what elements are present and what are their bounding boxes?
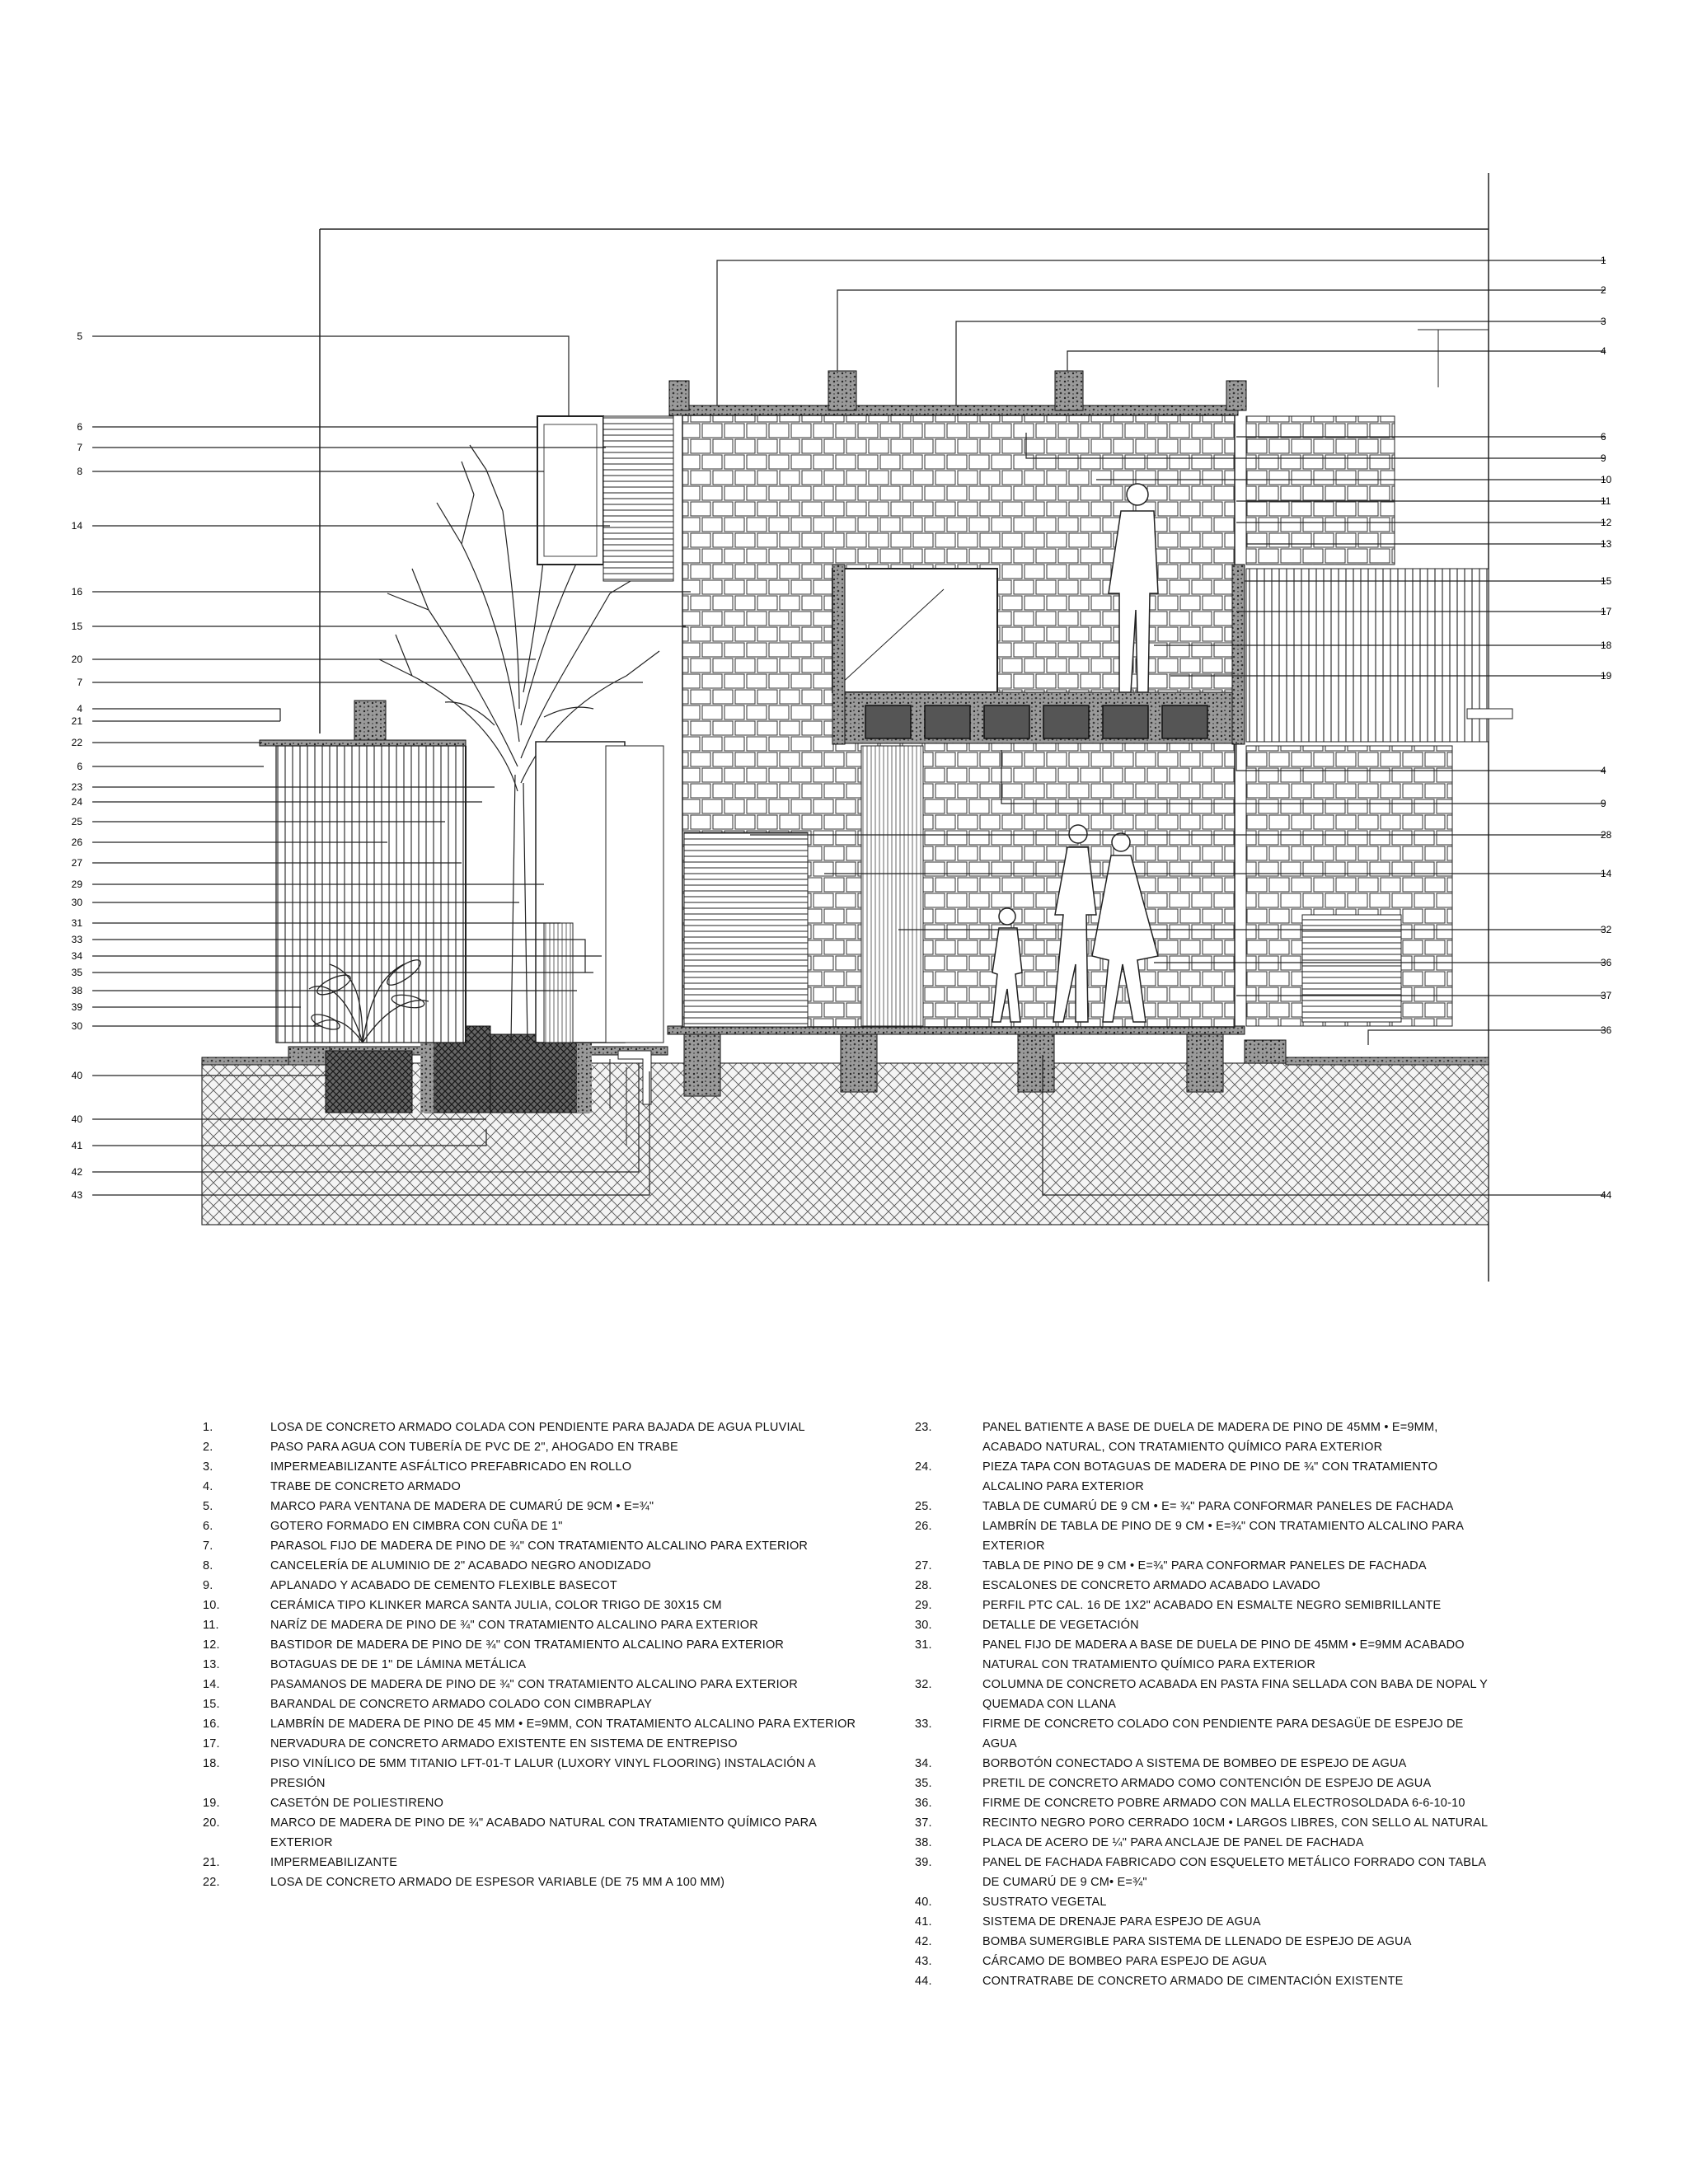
- callout-number: 17: [1601, 606, 1612, 617]
- callout-number: 33: [71, 934, 82, 945]
- callout-number: 9: [1601, 452, 1606, 464]
- legend-item-text: PANEL DE FACHADA FABRICADO CON ESQUELETO METÁLICO FORRADO CON TABLA DE CUMARÚ DE 9 CM• E=¾": [982, 1856, 1486, 1889]
- callout-number: 23: [71, 781, 82, 793]
- callout-number: 12: [1601, 517, 1612, 528]
- legend-column-left: [203, 1418, 862, 1892]
- legend-item: [915, 1615, 1492, 1635]
- legend-item-number: 6.: [203, 1520, 213, 1533]
- legend-item-text: FIRME DE CONCRETO COLADO CON PENDIENTE PARA DESAGÜE DE ESPEJO DE AGUA: [982, 1718, 1464, 1750]
- legend-item-number: 28.: [915, 1579, 932, 1592]
- legend-item-text: PASO PARA AGUA CON TUBERÍA DE PVC DE 2", AHOGADO EN TRABE: [270, 1441, 678, 1454]
- legend-item-text: PIEZA TAPA CON BOTAGUAS DE MADERA DE PINO DE ¾" CON TRATAMIENTO ALCALINO PARA EXTERIOR: [982, 1460, 1438, 1493]
- callout-number: 14: [71, 520, 82, 532]
- callout-number: 20: [71, 654, 82, 665]
- callout-number: 35: [71, 967, 82, 978]
- legend-item-text: IMPERMEABILIZANTE: [270, 1856, 398, 1869]
- legend-item-text: LOSA DE CONCRETO ARMADO COLADA CON PENDIENTE PARA BAJADA DE AGUA PLUVIAL: [270, 1421, 805, 1434]
- legend-column-right: [915, 1418, 1492, 1991]
- legend-item-number: 15.: [203, 1698, 220, 1711]
- legend-item-number: 43.: [915, 1955, 932, 1968]
- legend-item: [915, 1556, 1492, 1576]
- legend-item-number: 12.: [203, 1638, 220, 1652]
- legend-item-number: 41.: [915, 1915, 932, 1929]
- legend-item: [203, 1694, 862, 1714]
- legend-item: [915, 1754, 1492, 1774]
- callout-labels-left: [72, 330, 83, 1201]
- callout-number: 18: [1601, 640, 1612, 651]
- legend-item-number: 40.: [915, 1896, 932, 1909]
- legend-item: [203, 1437, 862, 1457]
- legend-item: [915, 1497, 1492, 1516]
- legend-item-number: 2.: [203, 1441, 213, 1454]
- legend-item-text: PRETIL DE CONCRETO ARMADO COMO CONTENCIÓN DE ESPEJO DE AGUA: [982, 1777, 1432, 1790]
- callout-number: 25: [71, 816, 82, 827]
- legend-item-text: PANEL FIJO DE MADERA A BASE DE DUELA DE PINO DE 45MM • E=9MM ACABADO NATURAL CON TRATAMIENTO QUÍMICO PARA EXTERIOR: [982, 1638, 1465, 1671]
- legend-item-number: 23.: [915, 1421, 932, 1434]
- legend-item-text: PANEL BATIENTE A BASE DE DUELA DE MADERA DE PINO DE 45MM • E=9MM, ACABADO NATURAL, CON TRATAMIENTO QUÍMICO PARA EXTERIOR: [982, 1421, 1438, 1454]
- legend-item-text: BOTAGUAS DE DE 1" DE LÁMINA METÁLICA: [270, 1658, 527, 1671]
- legend-item: [915, 1457, 1492, 1497]
- legend-item-text: CANCELERÍA DE ALUMINIO DE 2" ACABADO NEGRO ANODIZADO: [270, 1559, 651, 1572]
- legend-item-text: CONTRATRABE DE CONCRETO ARMADO DE CIMENTACIÓN EXISTENTE: [982, 1975, 1404, 1988]
- legend-item-number: 19.: [203, 1797, 220, 1810]
- legend-item-text: GOTERO FORMADO EN CIMBRA CON CUÑA DE 1": [270, 1520, 563, 1533]
- legend-item-number: 39.: [915, 1856, 932, 1869]
- legend-item: [203, 1754, 862, 1793]
- legend-item-text: BASTIDOR DE MADERA DE PINO DE ¾" CON TRATAMIENTO ALCALINO PARA EXTERIOR: [270, 1638, 785, 1652]
- callout-number: 28: [1601, 829, 1612, 841]
- legend-item: [203, 1734, 862, 1754]
- legend-item-number: 31.: [915, 1638, 932, 1652]
- callout-labels-right: [1601, 255, 1612, 1201]
- callout-number: 4: [1601, 765, 1606, 776]
- legend-item: [915, 1932, 1492, 1952]
- callout-number: 27: [71, 857, 82, 869]
- legend-item: [915, 1971, 1492, 1991]
- legend-item: [915, 1418, 1492, 1457]
- legend-item-number: 44.: [915, 1975, 932, 1988]
- callout-number: 37: [1601, 990, 1612, 1001]
- legend-item: [915, 1892, 1492, 1912]
- legend-item-number: 24.: [915, 1460, 932, 1474]
- legend-item: [203, 1477, 862, 1497]
- legend-item-text: CASETÓN DE POLIESTIRENO: [270, 1797, 444, 1810]
- legend-item-text: PASAMANOS DE MADERA DE PINO DE ¾" CON TRATAMIENTO ALCALINO PARA EXTERIOR: [270, 1678, 798, 1691]
- legend-item: [915, 1576, 1492, 1596]
- legend-item: [203, 1872, 862, 1892]
- legend-item-text: LAMBRÍN DE TABLA DE PINO DE 9 CM • E=¾" CON TRATAMIENTO ALCALINO PARA EXTERIOR: [982, 1520, 1464, 1553]
- callout-number: 38: [71, 985, 82, 996]
- legend-notes: [0, 1418, 1688, 2027]
- legend-item-text: PERFIL PTC CAL. 16 DE 1X2" ACABADO EN ESMALTE NEGRO SEMIBRILLANTE: [982, 1599, 1442, 1612]
- legend-item-text: NERVADURA DE CONCRETO ARMADO EXISTENTE EN SISTEMA DE ENTREPISO: [270, 1737, 738, 1750]
- callout-number: 42: [71, 1166, 82, 1178]
- callout-number: 4: [77, 703, 82, 715]
- legend-item-text: TRABE DE CONCRETO ARMADO: [270, 1480, 461, 1493]
- legend-item-text: PARASOL FIJO DE MADERA DE PINO DE ¾" CON TRATAMIENTO ALCALINO PARA EXTERIOR: [270, 1540, 809, 1553]
- legend-item-number: 4.: [203, 1480, 213, 1493]
- legend-item: [915, 1774, 1492, 1793]
- legend-item: [915, 1793, 1492, 1813]
- legend-item-text: CERÁMICA TIPO KLINKER MARCA SANTA JULIA, COLOR TRIGO DE 30X15 CM: [270, 1599, 722, 1612]
- legend-item-number: 3.: [203, 1460, 213, 1474]
- callout-number: 11: [1601, 495, 1611, 507]
- callout-number: 15: [1601, 575, 1612, 587]
- legend-item-number: 22.: [203, 1876, 220, 1889]
- legend-item: [915, 1813, 1492, 1833]
- legend-item: [915, 1714, 1492, 1754]
- legend-item-number: 32.: [915, 1678, 932, 1691]
- legend-item-number: 25.: [915, 1500, 932, 1513]
- legend-item-number: 36.: [915, 1797, 932, 1810]
- legend-item-number: 1.: [203, 1421, 213, 1434]
- callout-number: 3: [1601, 316, 1606, 327]
- callout-number: 36: [1601, 957, 1612, 968]
- legend-item-text: ESCALONES DE CONCRETO ARMADO ACABADO LAVADO: [982, 1579, 1320, 1592]
- legend-item-text: PLACA DE ACERO DE ¼" PARA ANCLAJE DE PANEL DE FACHADA: [982, 1836, 1364, 1849]
- callout-number: 5: [77, 330, 82, 342]
- legend-item-number: 14.: [203, 1678, 220, 1691]
- legend-item-number: 26.: [915, 1520, 932, 1533]
- legend-item: [203, 1497, 862, 1516]
- legend-item: [915, 1596, 1492, 1615]
- callout-number: 10: [1601, 474, 1612, 485]
- legend-item-text: APLANADO Y ACABADO DE CEMENTO FLEXIBLE BASECOT: [270, 1579, 617, 1592]
- legend-item-number: 9.: [203, 1579, 213, 1592]
- callout-number: 6: [1601, 431, 1606, 443]
- legend-item-number: 42.: [915, 1935, 932, 1948]
- left-pavilion: [260, 701, 466, 1043]
- legend-item-text: IMPERMEABILIZANTE ASFÁLTICO PREFABRICADO EN ROLLO: [270, 1460, 632, 1474]
- callout-number: 26: [71, 837, 82, 848]
- callout-number: 15: [71, 621, 82, 632]
- legend-item: [915, 1675, 1492, 1714]
- legend-item-number: 30.: [915, 1619, 932, 1632]
- callout-number: 29: [71, 879, 82, 890]
- legend-item: [203, 1576, 862, 1596]
- callout-number: 16: [71, 586, 82, 598]
- legend-item-text: FIRME DE CONCRETO POBRE ARMADO CON MALLA ELECTROSOLDADA 6-6-10-10: [982, 1797, 1465, 1810]
- legend-item-text: DETALLE DE VEGETACIÓN: [982, 1619, 1139, 1632]
- callout-number: 22: [71, 737, 82, 748]
- callout-number: 1: [1601, 255, 1606, 266]
- legend-item-text: LOSA DE CONCRETO ARMADO DE ESPESOR VARIABLE (DE 75 MM A 100 MM): [270, 1876, 725, 1889]
- legend-item-text: RECINTO NEGRO PORO CERRADO 10CM • LARGOS LIBRES, CON SELLO AL NATURAL: [982, 1816, 1489, 1830]
- callout-number: 19: [1601, 670, 1612, 682]
- legend-item-text: CÁRCAMO DE BOMBEO PARA ESPEJO DE AGUA: [982, 1955, 1267, 1968]
- legend-item: [915, 1912, 1492, 1932]
- legend-item-number: 37.: [915, 1816, 932, 1830]
- legend-item: [203, 1418, 862, 1437]
- legend-item: [203, 1536, 862, 1556]
- legend-item-number: 10.: [203, 1599, 220, 1612]
- callout-number: 6: [77, 421, 82, 433]
- legend-item: [203, 1615, 862, 1635]
- main-building: [669, 330, 1512, 1027]
- callout-number: 41: [71, 1140, 82, 1151]
- window-frame-parasol: [536, 416, 673, 1043]
- legend-item: [203, 1457, 862, 1477]
- legend-item-number: 16.: [203, 1718, 220, 1731]
- legend-item-text: SUSTRATO VEGETAL: [982, 1896, 1107, 1909]
- legend-item-number: 7.: [203, 1540, 213, 1553]
- legend-item-number: 5.: [203, 1500, 213, 1513]
- callout-number: 36: [1601, 1024, 1612, 1036]
- callout-number: 31: [71, 917, 82, 929]
- callout-number: 14: [1601, 868, 1612, 879]
- legend-item-text: MARCO PARA VENTANA DE MADERA DE CUMARÚ DE 9CM • E=¾": [270, 1500, 654, 1513]
- callout-number: 4: [1601, 345, 1606, 357]
- legend-item-number: 35.: [915, 1777, 932, 1790]
- legend-item-number: 20.: [203, 1816, 220, 1830]
- legend-item: [203, 1596, 862, 1615]
- legend-item: [915, 1635, 1492, 1675]
- callout-number: 39: [71, 1001, 82, 1013]
- legend-item: [203, 1635, 862, 1655]
- callout-number: 44: [1601, 1189, 1612, 1201]
- legend-item-text: BOMBA SUMERGIBLE PARA SISTEMA DE LLENADO DE ESPEJO DE AGUA: [982, 1935, 1412, 1948]
- legend-item-text: BORBOTÓN CONECTADO A SISTEMA DE BOMBEO DE ESPEJO DE AGUA: [982, 1757, 1407, 1770]
- callout-number: 2: [1601, 284, 1606, 296]
- legend-item: [203, 1675, 862, 1694]
- legend-item: [915, 1833, 1492, 1853]
- legend-item-number: 27.: [915, 1559, 932, 1572]
- callout-number: 32: [1601, 924, 1612, 935]
- legend-item: [203, 1714, 862, 1734]
- legend-item: [203, 1793, 862, 1813]
- callout-number: 13: [1601, 538, 1612, 550]
- legend-item-text: SISTEMA DE DRENAJE PARA ESPEJO DE AGUA: [982, 1915, 1261, 1929]
- legend-item-text: NARÍZ DE MADERA DE PINO DE ¾" CON TRATAMIENTO ALCALINO PARA EXTERIOR: [270, 1619, 758, 1632]
- callout-number: 43: [71, 1189, 82, 1201]
- callout-number: 21: [71, 715, 82, 727]
- legend-item-text: BARANDAL DE CONCRETO ARMADO COLADO CON CIMBRAPLAY: [270, 1698, 653, 1711]
- callout-number: 8: [77, 466, 82, 477]
- legend-item-number: 18.: [203, 1757, 220, 1770]
- callout-number: 9: [1601, 798, 1606, 809]
- legend-item: [915, 1952, 1492, 1971]
- legend-item-number: 8.: [203, 1559, 213, 1572]
- callout-number: 6: [77, 761, 82, 772]
- legend-item-number: 17.: [203, 1737, 220, 1750]
- legend-item: [203, 1813, 862, 1853]
- legend-item-text: LAMBRÍN DE MADERA DE PINO DE 45 MM • E=9MM, CON TRATAMIENTO ALCALINO PARA EXTERIOR: [270, 1718, 856, 1731]
- callout-number: 7: [77, 677, 82, 688]
- callout-number: 30: [71, 897, 82, 908]
- legend-item-number: 34.: [915, 1757, 932, 1770]
- callout-number: 40: [71, 1113, 82, 1125]
- legend-item-text: MARCO DE MADERA DE PINO DE ¾" ACABADO NATURAL CON TRATAMIENTO QUÍMICO PARA EXTERIOR: [270, 1816, 817, 1849]
- legend-item-number: 11.: [203, 1619, 219, 1632]
- legend-item: [915, 1516, 1492, 1556]
- legend-item-number: 38.: [915, 1836, 932, 1849]
- legend-item-number: 21.: [203, 1856, 220, 1869]
- callout-number: 30: [71, 1020, 82, 1032]
- legend-item-text: PISO VINÍLICO DE 5MM TITANIO LFT-01-T LALUR (LUXORY VINYL FLOORING) INSTALACIÓN A PRESIÓN: [270, 1757, 816, 1790]
- legend-item-number: 33.: [915, 1718, 932, 1731]
- callout-number: 40: [71, 1070, 82, 1081]
- legend-item: [203, 1516, 862, 1536]
- legend-item-number: 13.: [203, 1658, 220, 1671]
- legend-item: [203, 1853, 862, 1872]
- legend-item-text: TABLA DE PINO DE 9 CM • E=¾" PARA CONFORMAR PANELES DE FACHADA: [982, 1559, 1427, 1572]
- legend-item-text: TABLA DE CUMARÚ DE 9 CM • E= ¾" PARA CONFORMAR PANELES DE FACHADA: [982, 1500, 1454, 1513]
- callout-number: 24: [71, 796, 82, 808]
- legend-item-text: COLUMNA DE CONCRETO ACABADA EN PASTA FINA SELLADA CON BABA DE NOPAL Y QUEMADA CON LLANA: [982, 1678, 1488, 1711]
- legend-item-number: 29.: [915, 1599, 932, 1612]
- legend-item: [915, 1853, 1492, 1892]
- callout-number: 7: [77, 442, 82, 453]
- legend-item: [203, 1556, 862, 1576]
- legend-item: [203, 1655, 862, 1675]
- callout-number: 34: [71, 950, 82, 962]
